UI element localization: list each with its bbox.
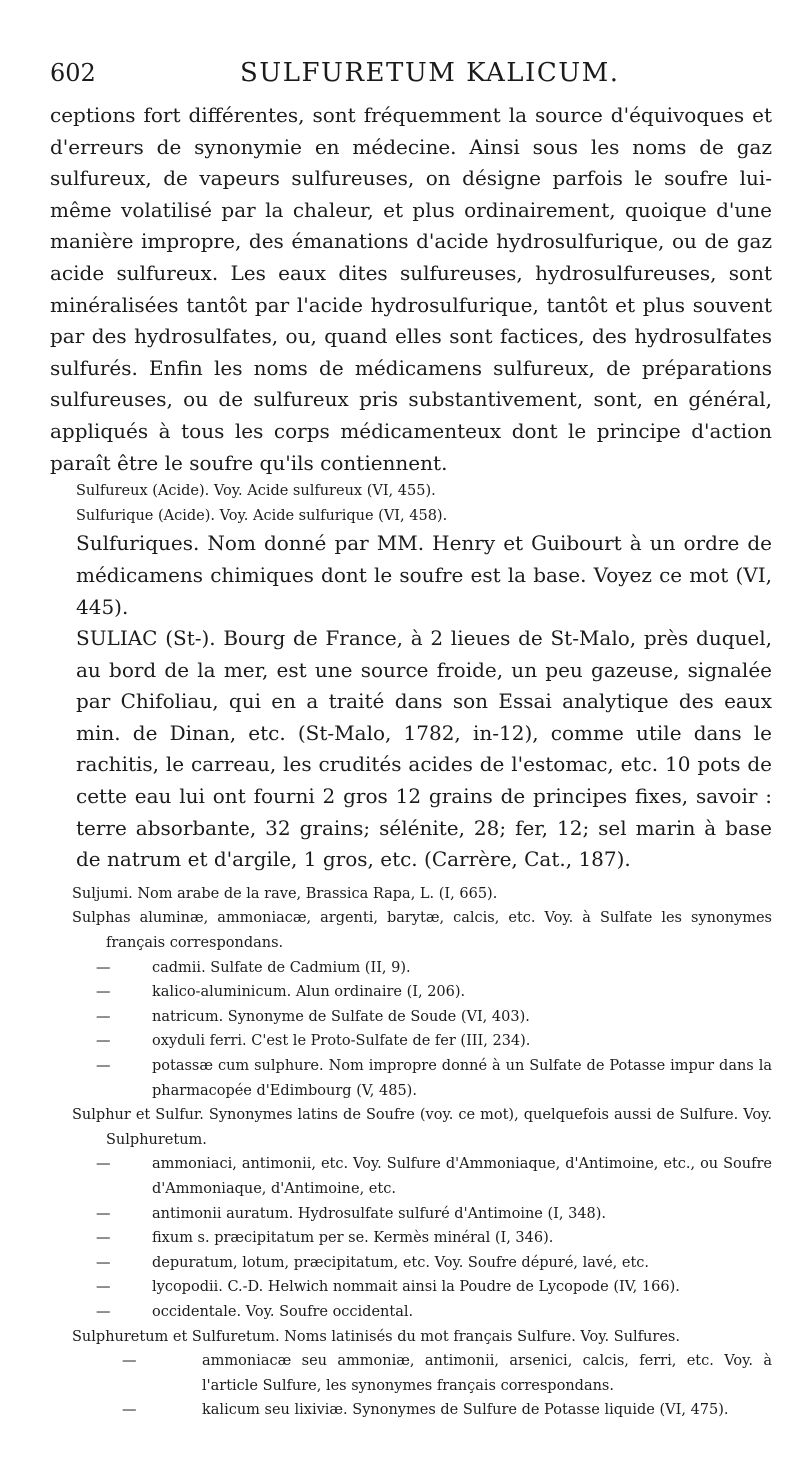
dash-mark: — (122, 1353, 137, 1370)
running-title: SULFURETUM KALICUM. (240, 58, 620, 88)
entry-sulphuretum: Sulphuretum et Sulfuretum. Noms latinisés du mot français Sulfure. Voy. Sulfures. (72, 1328, 680, 1345)
entry-suliac: SULIAC (St-). Bourg de France, à 2 lieues de St-Malo, près duquel, au bord de la mer, est une source froide, un peu gazeuse, signalée par Chifoliau, qui en a traité dans son Essai analytique des eaux min. de Dinan, etc. (St-Malo, 1782, in-12), comme utile dans le rachitis, le carreau, les crudités acides de l'estomac, etc. 10 pots de cette eau lui ont fourni 2 gros 12 grains de principes fixes, savoir : terre absorbante, 32 grains; sélénite, 28; fer, 12; sel marin à base de natrum et d'argile, 1 gros, etc. (Carrère, Cat., 187). (76, 626, 772, 872)
entry-sulphas-oxyduli: — oxyduli ferri. C'est le Proto-Sulfate de fer (III, 234). (50, 1029, 772, 1054)
dash-mark: — (96, 1008, 111, 1025)
dash-mark: — (96, 1254, 111, 1271)
dash-mark: — (96, 1058, 111, 1074)
paragraph-soufre-equivoques: ceptions fort différentes, sont fréquemment la source d'équivoques et d'erreurs de synonymie en médecine. Ainsi sous les noms de gaz sulfureux, de vapeurs sulfureuses, on désigne parfois le soufre lui-même volatilisé par la chaleur, et plus ordinairement, quoique d'une manière impropre, des émanations d'acide hydrosulfurique, ou de gaz acide sulfureux. Les eaux dites sulfureuses, hydrosulfureuses, sont minéralisées tantôt par l'acide hydrosulfurique, tantôt et plus souvent par des hydrosulfates, ou, quand elles sont factices, des hydrosulfates sulfurés. Enfin les noms de médicamens sulfureux, de préparations sulfureuses, ou de sulfureux pris substantivement, sont, en général, appliqués à tous les corps médicamenteux dont le principe d'action paraît être le soufre qu'ils contiennent. (50, 103, 772, 475)
dash-mark: — (96, 1279, 111, 1296)
entry-sulphuretum-kalicum: — kalicum seu lixiviæ. Synonymes de Sulfure de Potasse liquide (VI, 475). (50, 1398, 772, 1423)
entry-sulphur-lycopodii: — lycopodii. C.-D. Helwich nommait ainsi la Poudre de Lycopode (IV, 166). (50, 1275, 772, 1300)
entry-sulphur-ammoniaci: — ammoniaci, antimonii, etc. Voy. Sulfure d'Ammoniaque, d'Antimoine, etc., ou Soufre d'Ammoniaque, d'Antimoine, etc. (50, 1152, 772, 1201)
entry-sulfuriques: Sulfuriques. Nom donné par MM. Henry et Guibourt à un ordre de médicamens chimiques dont le soufre est la base. Voyez ce mot (VI, 445). (76, 531, 772, 619)
entry-sulphas: Sulphas aluminæ, ammoniacæ, argenti, barytæ, calcis, etc. Voy. à Sulfate les synonymes français correspondans. (72, 910, 772, 952)
page-header (50, 58, 772, 100)
entry-sulphur-antimonii: — antimonii auratum. Hydrosulfate sulfuré d'Antimoine (I, 348). (50, 1202, 772, 1227)
entry-sulphas-potassae: — potassæ cum sulphure. Nom impropre donné à un Sulfate de Potasse impur dans la pharmacopée d'Edimbourg (V, 485). (50, 1054, 772, 1103)
dash-mark: — (96, 1205, 111, 1222)
dash-mark: — (96, 1156, 111, 1173)
entry-sulphur-depuratum: — depuratum, lotum, præcipitatum, etc. Voy. Soufre dépuré, lavé, etc. (50, 1251, 772, 1276)
entry-sulphuretum-ammoniacae: — ammoniacæ seu ammoniæ, antimonii, arsenici, calcis, ferri, etc. Voy. à l'article Sulfure, les synonymes français correspondans. (50, 1349, 772, 1398)
dash-mark: — (96, 1033, 111, 1050)
entry-sulphur-occidentale: — occidentale. Voy. Soufre occidental. (50, 1300, 772, 1325)
entry-sulphur-fixum: — fixum s. præcipitatum per se. Kermès minéral (I, 346). (50, 1226, 772, 1251)
main-entries (50, 528, 772, 876)
dash-mark: — (96, 984, 111, 1001)
entry-sulphas-cadmii: — cadmii. Sulfate de Cadmium (II, 9). (50, 956, 772, 981)
dash-mark: — (96, 1303, 111, 1320)
entry-sulfureux-acide: Sulfureux (Acide). Voy. Acide sulfureux (VI, 455). (76, 483, 436, 500)
entries-sulphas (50, 882, 772, 1423)
page-number: 602 (50, 59, 96, 87)
dash-mark: — (96, 1230, 111, 1247)
main-text (50, 100, 772, 479)
entry-sulphas-kalico: — kalico-aluminicum. Alun ordinaire (I, 206). (50, 980, 772, 1005)
entry-sulphur: Sulphur et Sulfur. Synonymes latins de Soufre (voy. ce mot), quelquefois aussi de Sulfure. Voy. Sulphuretum. (72, 1107, 772, 1148)
entry-sulphas-natricum: — natricum. Synonyme de Sulfate de Soude (VI, 403). (50, 1005, 772, 1030)
dash-mark: — (96, 959, 111, 976)
entry-suljumi: Suljumi. Nom arabe de la rave, Brassica Rapa, L. (I, 665). (72, 885, 498, 902)
entry-sulfurique-acide: Sulfurique (Acide). Voy. Acide sulfurique (VI, 458). (76, 507, 448, 524)
dash-mark: — (122, 1402, 137, 1419)
entries-sulfureux (50, 479, 772, 528)
